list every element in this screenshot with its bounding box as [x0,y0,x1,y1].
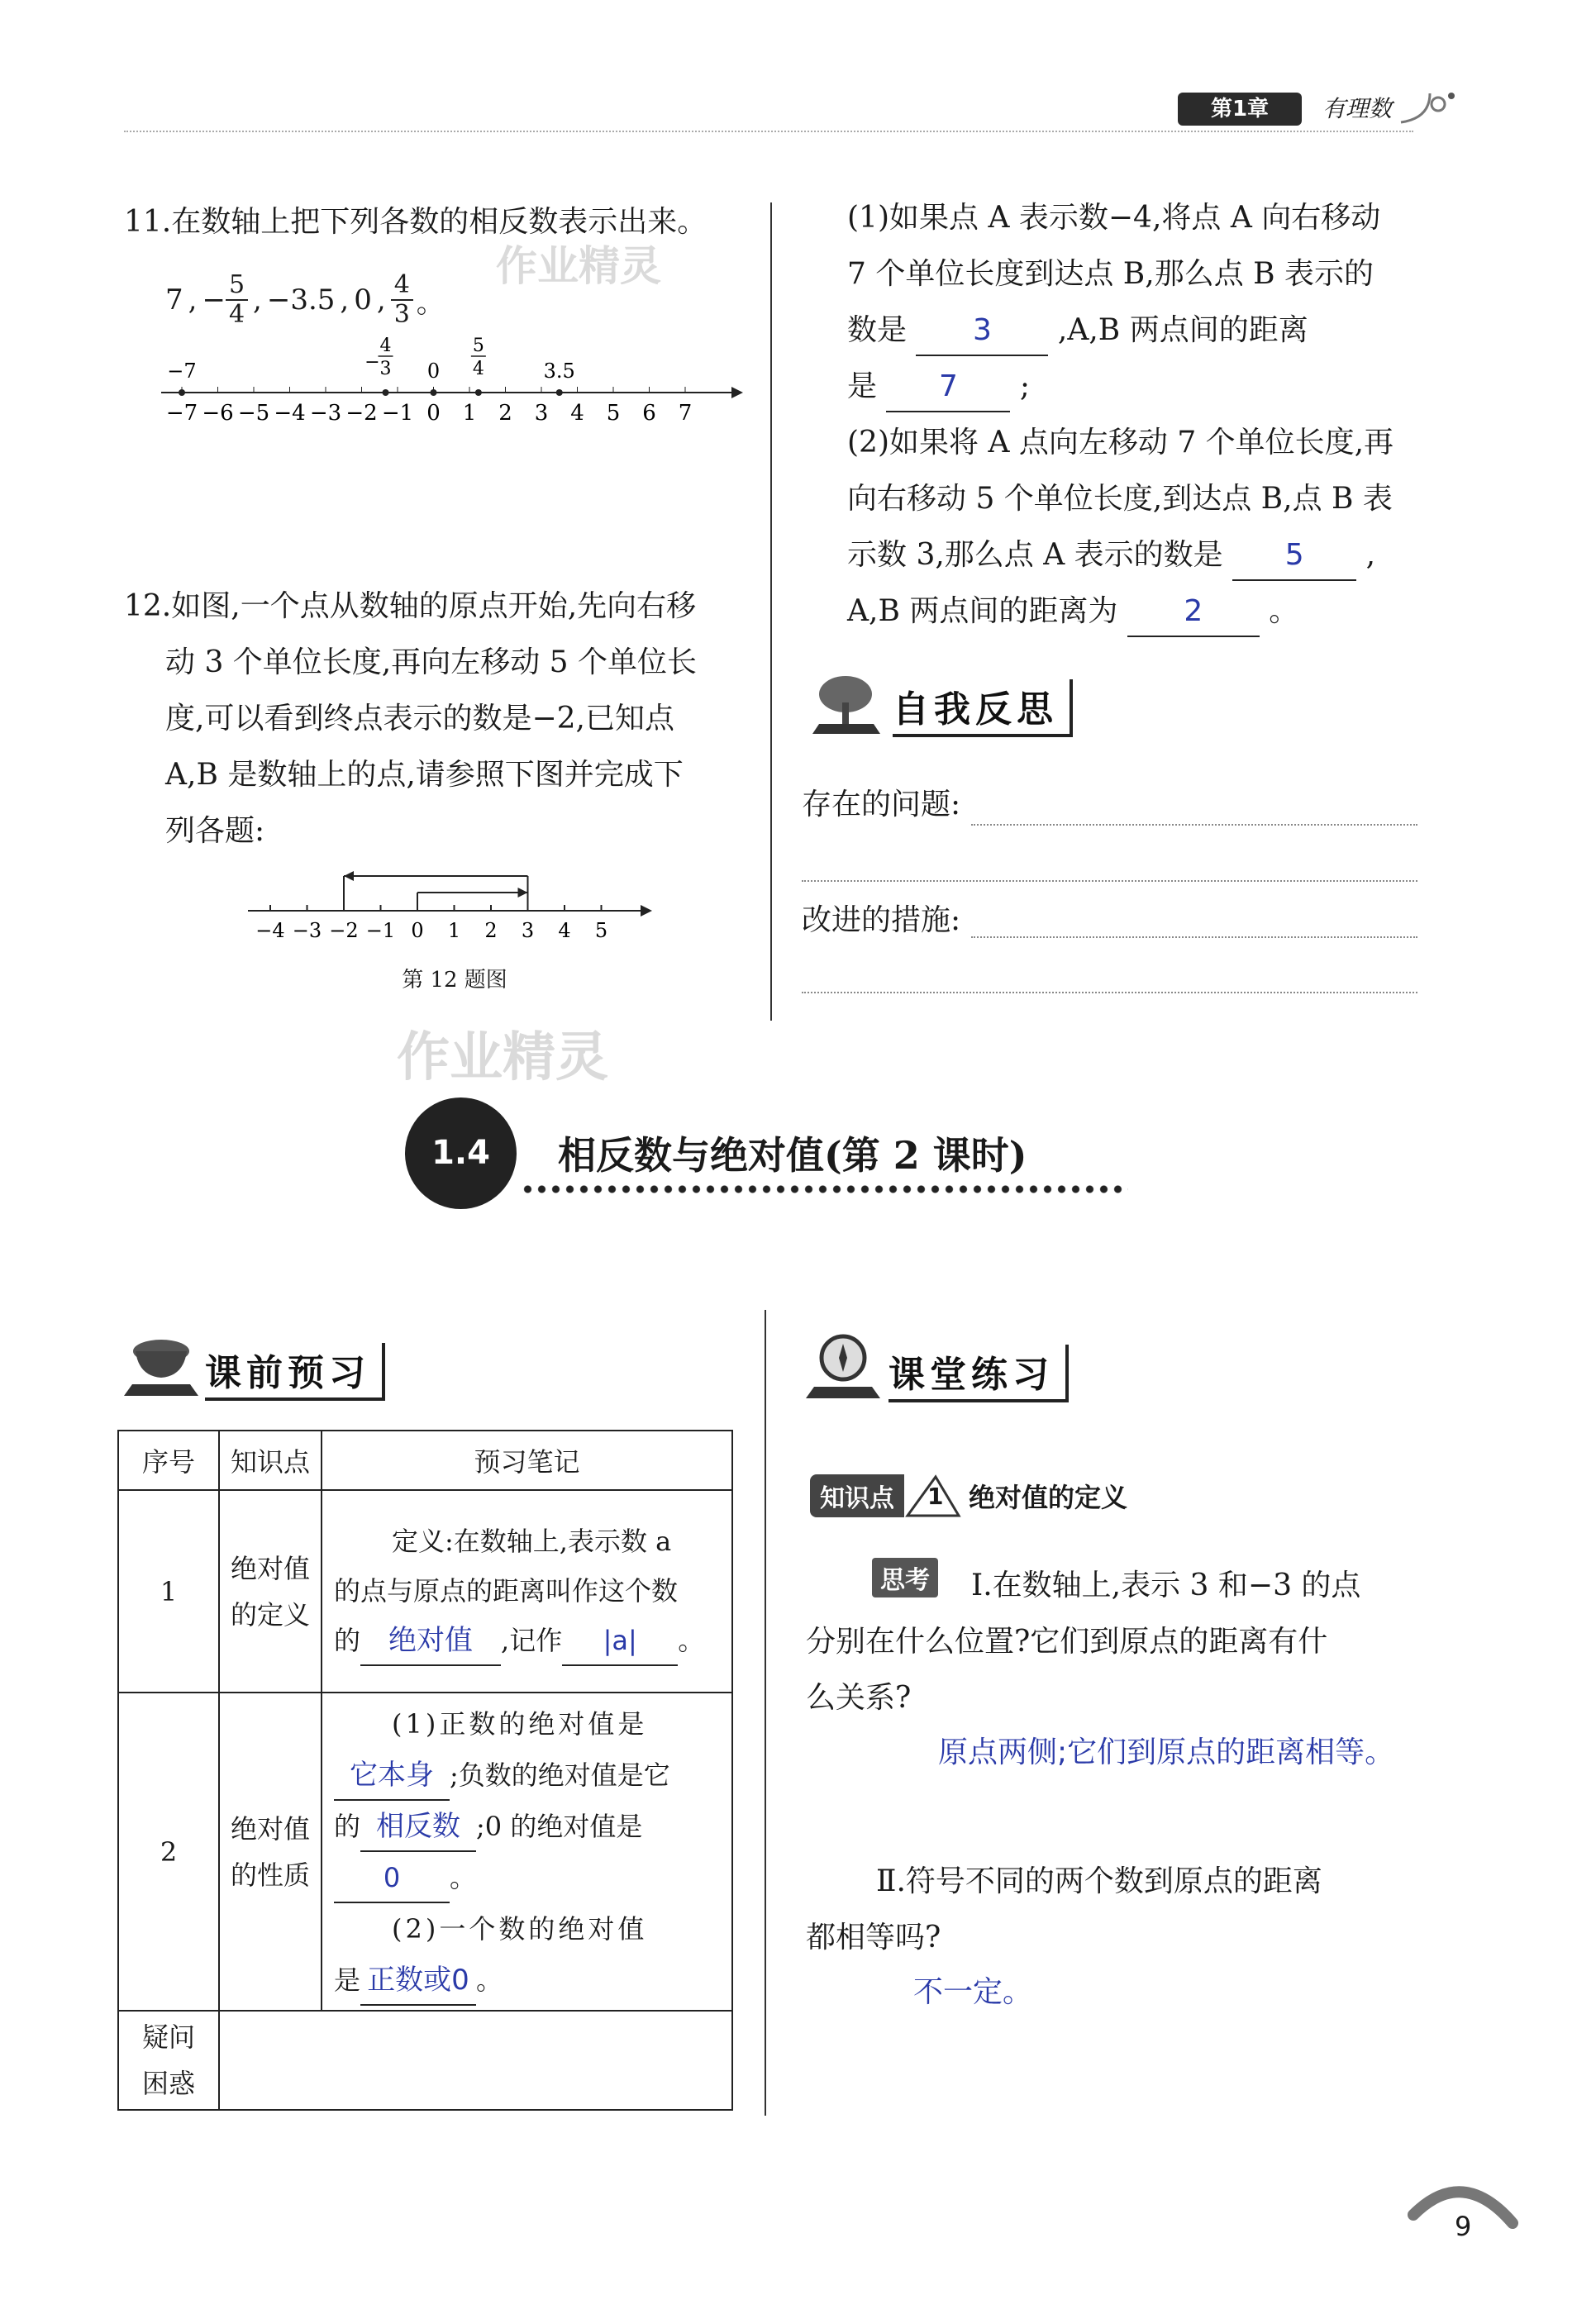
q12-number: 12. [124,589,172,623]
q12-parts: (1)如果点 A 表示数−4,将点 A 向右移动 7 个单位长度到达点 B,那么点 B 表示的 数是 3 ,A,B 两点间的距离 是 7 ; (2)如果将 A 点向左移动 7 个单位长度,再 向右移动 5 个单位长度,到达点 B,点 B 表 示数 3,那么点 A 表示的数是 5 , A,B 两点间的距离为 2 。 [847,190,1426,640]
tick-label: −7 [165,401,198,421]
knowledge-point-badge [810,1475,1127,1516]
answer-blank: 2 [1127,593,1260,637]
section-title: 相反数与绝对值(第 2 课时) [558,1133,1027,1178]
answer-blank: 相反数 [360,1807,476,1852]
q11-number-line [153,331,748,421]
tick-label: 4 [570,401,584,421]
col-header-topic: 知识点 [219,1431,322,1490]
tick-label: −2 [345,401,378,421]
q11-number-list: 7 , − $\frac{5}{4}$ , −3.5 , 0 , $\frac{4}{3}$ 。 [165,270,445,329]
point-dot [179,389,185,396]
point-dot [431,389,437,396]
problems-line-2 [802,880,1417,882]
compass-book-icon [798,1329,889,1403]
answer-blank: 绝对值 [360,1621,501,1666]
frac-4-3: $\frac{4}{3}$ [391,271,413,329]
point-label: 3.5 [543,359,575,383]
q11-text: 在数轴上把下列各数的相反数表示出来。 [171,205,707,239]
point-label-den: 4 [472,359,484,379]
tick-label: −1 [381,401,414,421]
tick-label: −6 [202,401,234,421]
problems-line-1 [971,824,1417,826]
preview-title: 课前预习 [205,1343,385,1401]
tick-label: 7 [678,401,693,421]
point-label-num: 4 [379,336,392,356]
chapter-title: 有理数 [1322,95,1393,122]
axis-arrow-icon [731,387,743,398]
tick-label: 4 [558,919,571,942]
header-swirl-icon [1397,81,1455,131]
page-number: 9 [1455,2211,1472,2242]
table-row: 2 绝对值 的性质 (1)正数的绝对值是 它本身 ;负数的绝对值是它 的 相反数 ;0 的绝对值是 0 。 (2)一个数的绝对值 是 正数或0 。 [118,1693,732,2011]
arrow-right-icon [518,888,528,898]
tick-label: −2 [329,919,359,942]
axis-arrow-icon [641,905,652,917]
tick-label: 0 [426,401,441,421]
point-dot [383,389,389,396]
answer-blank: 7 [886,368,1010,412]
frac-5-4: $\frac{5}{4}$ [226,271,248,329]
tree-book-icon [806,669,889,740]
tick-label: 3 [534,401,549,421]
table-row: 疑问 困惑 [118,2011,732,2110]
tick-label: 1 [447,919,461,942]
tick-label: −4 [255,919,285,942]
kp-label: 知识点 [810,1474,904,1517]
answer-blank: 3 [916,312,1048,356]
kp-num: 1 [927,1482,944,1510]
arrow-left-icon [344,871,354,881]
section-dots [521,1183,1128,1195]
tick-label: 3 [521,919,535,942]
q12-prompt: 12.如图,一个点从数轴的原点开始,先向右移 动 3 个单位长度,再向左移动 5 个单位长 度,可以看到终点表示的数是−2,已知点 A,B 是数轴上的点,请参照下图并完成下 列各题: [124,589,698,848]
point-label-sign: − [364,352,380,373]
tick-label: −3 [292,919,322,942]
chapter-tag-text: 第1章 [1210,97,1270,121]
tick-label: 2 [498,401,512,421]
reflection-title: 自我反思 [893,679,1073,737]
practice-title: 课堂练习 [889,1345,1069,1402]
tick-label: −4 [274,401,306,421]
point-label-num: 5 [472,336,484,356]
chapter-tag [1178,93,1302,126]
tick-label: 6 [642,401,656,421]
column-divider-bottom [765,1310,766,2116]
point-label: −7 [167,359,197,383]
tick-label: −1 [365,919,396,942]
header-rule [124,131,1413,132]
point-label-den: 3 [379,359,392,379]
answer-blank: 5 [1232,536,1356,581]
practice-a2: 不一定。 [913,1975,1033,2009]
practice-a1: 原点两侧;它们到原点的距离相等。 [938,1736,1395,1769]
section-badge [405,1097,517,1209]
practice-q2: Ⅱ.符号不同的两个数到原点的距离 都相等吗? [806,1864,1322,1955]
measures-line-2 [802,992,1417,993]
section-number: 1.4 [431,1134,490,1172]
answer-blank: 它本身 [334,1756,450,1801]
tick-label: 5 [594,919,608,942]
point-label: 0 [426,359,441,383]
watermark-1: 作业精灵 [496,242,661,290]
table-row: 1 绝对值 的定义 定义:在数轴上,表示数 a 的点与原点的距离叫作这个数 的 绝对值 ,记作 |a| 。 [118,1490,732,1693]
q12-number-line [244,859,665,950]
measures-label: 改进的措施: [802,903,961,937]
q12-caption: 第 12 题图 [402,968,507,993]
col-header-notes: 预习笔记 [322,1431,732,1490]
problems-label: 存在的问题: [802,788,961,821]
point-dot [475,389,482,396]
tick-label: −3 [309,401,342,421]
kp-title: 绝对值的定义 [969,1482,1128,1513]
column-divider-top [770,202,772,1021]
q11-number: 11. [124,205,172,239]
tick-label: 2 [484,919,498,942]
col-header-num: 序号 [118,1431,219,1490]
point-dot [556,389,563,396]
preview-table [117,1430,733,2111]
answer-blank: 正数或0 [360,1961,476,2006]
tick-label: 1 [462,401,477,421]
think-badge: 思考 [872,1558,938,1597]
measures-line-1 [971,936,1417,938]
tick-label: −5 [237,401,270,421]
answer-blank: 0 [334,1859,450,1903]
watermark-2: 作业精灵 [397,1027,608,1088]
tick-label: 5 [606,401,621,421]
tick-label: 0 [411,919,424,942]
practice-q1: Ⅰ.在数轴上,表示 3 和−3 的点 分别在什么位置?它们到原点的距离有什 么关系? [806,1569,1361,1715]
answer-blank: |a| [562,1621,678,1666]
coffee-book-icon [116,1326,207,1401]
